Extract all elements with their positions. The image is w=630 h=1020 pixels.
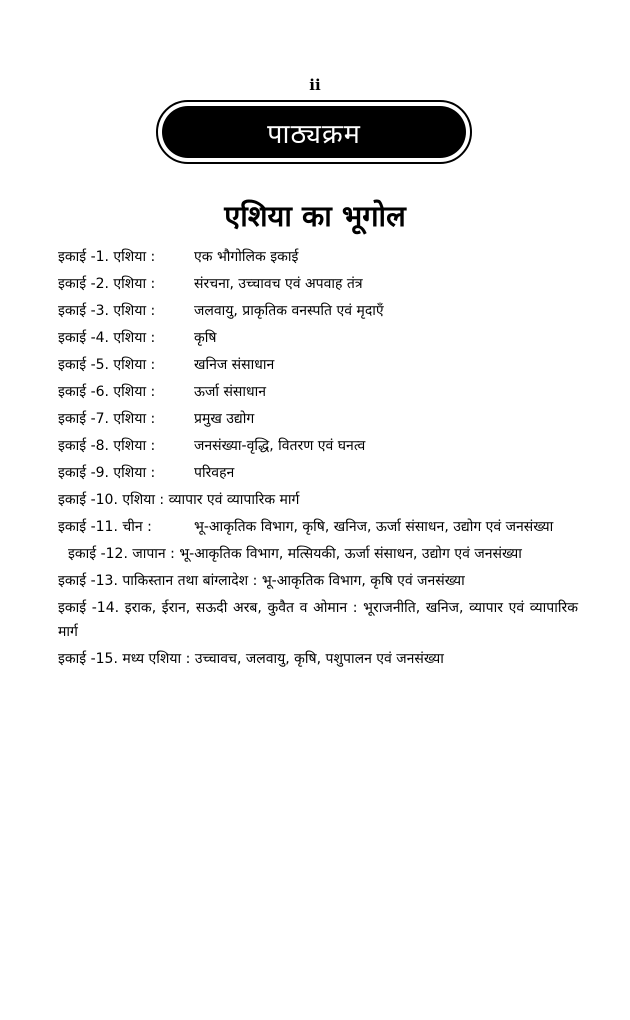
unit-item bbox=[58, 488, 578, 512]
unit-item bbox=[58, 569, 578, 593]
unit-item bbox=[58, 326, 578, 350]
unit-item bbox=[58, 353, 578, 377]
unit-item bbox=[58, 515, 578, 539]
unit-list bbox=[58, 245, 578, 674]
unit-label: इकाई -6. एशिया : bbox=[58, 384, 156, 400]
unit-content: भू-आकृतिक विभाग, कृषि एवं जनसंख्या bbox=[261, 573, 465, 589]
unit-item bbox=[58, 299, 578, 323]
unit-content: जलवायु, प्राकृतिक वनस्पति एवं मृदाएँ bbox=[194, 303, 384, 319]
unit-item bbox=[58, 542, 578, 566]
unit-label: इकाई -10. एशिया : bbox=[58, 492, 165, 508]
unit-label: इकाई -9. एशिया : bbox=[58, 465, 156, 481]
unit-content: ऊर्जा संसाधान bbox=[194, 384, 267, 400]
unit-content: परिवहन bbox=[194, 465, 235, 481]
unit-item bbox=[58, 596, 578, 644]
unit-content: भू-आकृतिक विभाग, मत्सियकी, ऊर्जा संसाधन, उद्योग एवं जनसंख्या bbox=[179, 546, 522, 562]
banner-inner-fill bbox=[162, 106, 466, 158]
unit-label: इकाई -11. चीन : bbox=[58, 519, 152, 535]
unit-item bbox=[58, 407, 578, 431]
unit-content: प्रमुख उद्योग bbox=[194, 411, 255, 427]
unit-label: इकाई -3. एशिया : bbox=[58, 303, 156, 319]
unit-item bbox=[58, 434, 578, 458]
unit-content: संरचना, उच्चावच एवं अपवाह तंत्र bbox=[194, 276, 363, 292]
unit-content: कृषि bbox=[194, 330, 217, 346]
unit-content: व्यापार एवं व्यापारिक मार्ग bbox=[168, 492, 300, 508]
unit-item bbox=[58, 380, 578, 404]
unit-content: भू-आकृतिक विभाग, कृषि, खनिज, ऊर्जा संसाधन, उद्योग एवं जनसंख्या bbox=[194, 519, 554, 535]
unit-content: एक भौगोलिक इकाई bbox=[194, 249, 299, 265]
page-title: एशिया का भूगोल bbox=[224, 199, 406, 233]
unit-label: इकाई -2. एशिया : bbox=[58, 276, 156, 292]
unit-content: भूराजनीति, खनिज, व्यापार एवं व्यापारिक मार्ग bbox=[58, 600, 578, 640]
unit-label: इकाई -8. एशिया : bbox=[58, 438, 156, 454]
unit-label: इकाई -4. एशिया : bbox=[58, 330, 156, 346]
unit-label: इकाई -15. मध्य एशिया : bbox=[58, 651, 191, 667]
unit-label: इकाई -7. एशिया : bbox=[58, 411, 156, 427]
unit-content-combined bbox=[58, 596, 578, 644]
unit-label: इकाई -13. पाकिस्तान तथा बांग्लादेश : bbox=[58, 573, 258, 589]
unit-content: उच्चावच, जलवायु, कृषि, पशुपालन एवं जनसंख्या bbox=[194, 651, 444, 667]
page-number: ii bbox=[309, 76, 321, 94]
unit-label: इकाई -1. एशिया : bbox=[58, 249, 156, 265]
unit-item bbox=[58, 245, 578, 269]
banner-title: पाठ्यक्रम bbox=[267, 118, 361, 150]
unit-content: खनिज संसाधान bbox=[194, 357, 275, 373]
syllabus-banner bbox=[156, 100, 472, 164]
unit-label: इकाई -14. इराक, ईरान, सऊदी अरब, कुवैत व ओमान : bbox=[58, 600, 358, 616]
unit-item bbox=[58, 647, 578, 671]
unit-label: इकाई -12. जापान : bbox=[68, 546, 175, 562]
unit-item bbox=[58, 272, 578, 296]
unit-label: इकाई -5. एशिया : bbox=[58, 357, 156, 373]
unit-content: जनसंख्या-वृद्धि, वितरण एवं घनत्व bbox=[194, 438, 366, 454]
unit-item bbox=[58, 461, 578, 485]
